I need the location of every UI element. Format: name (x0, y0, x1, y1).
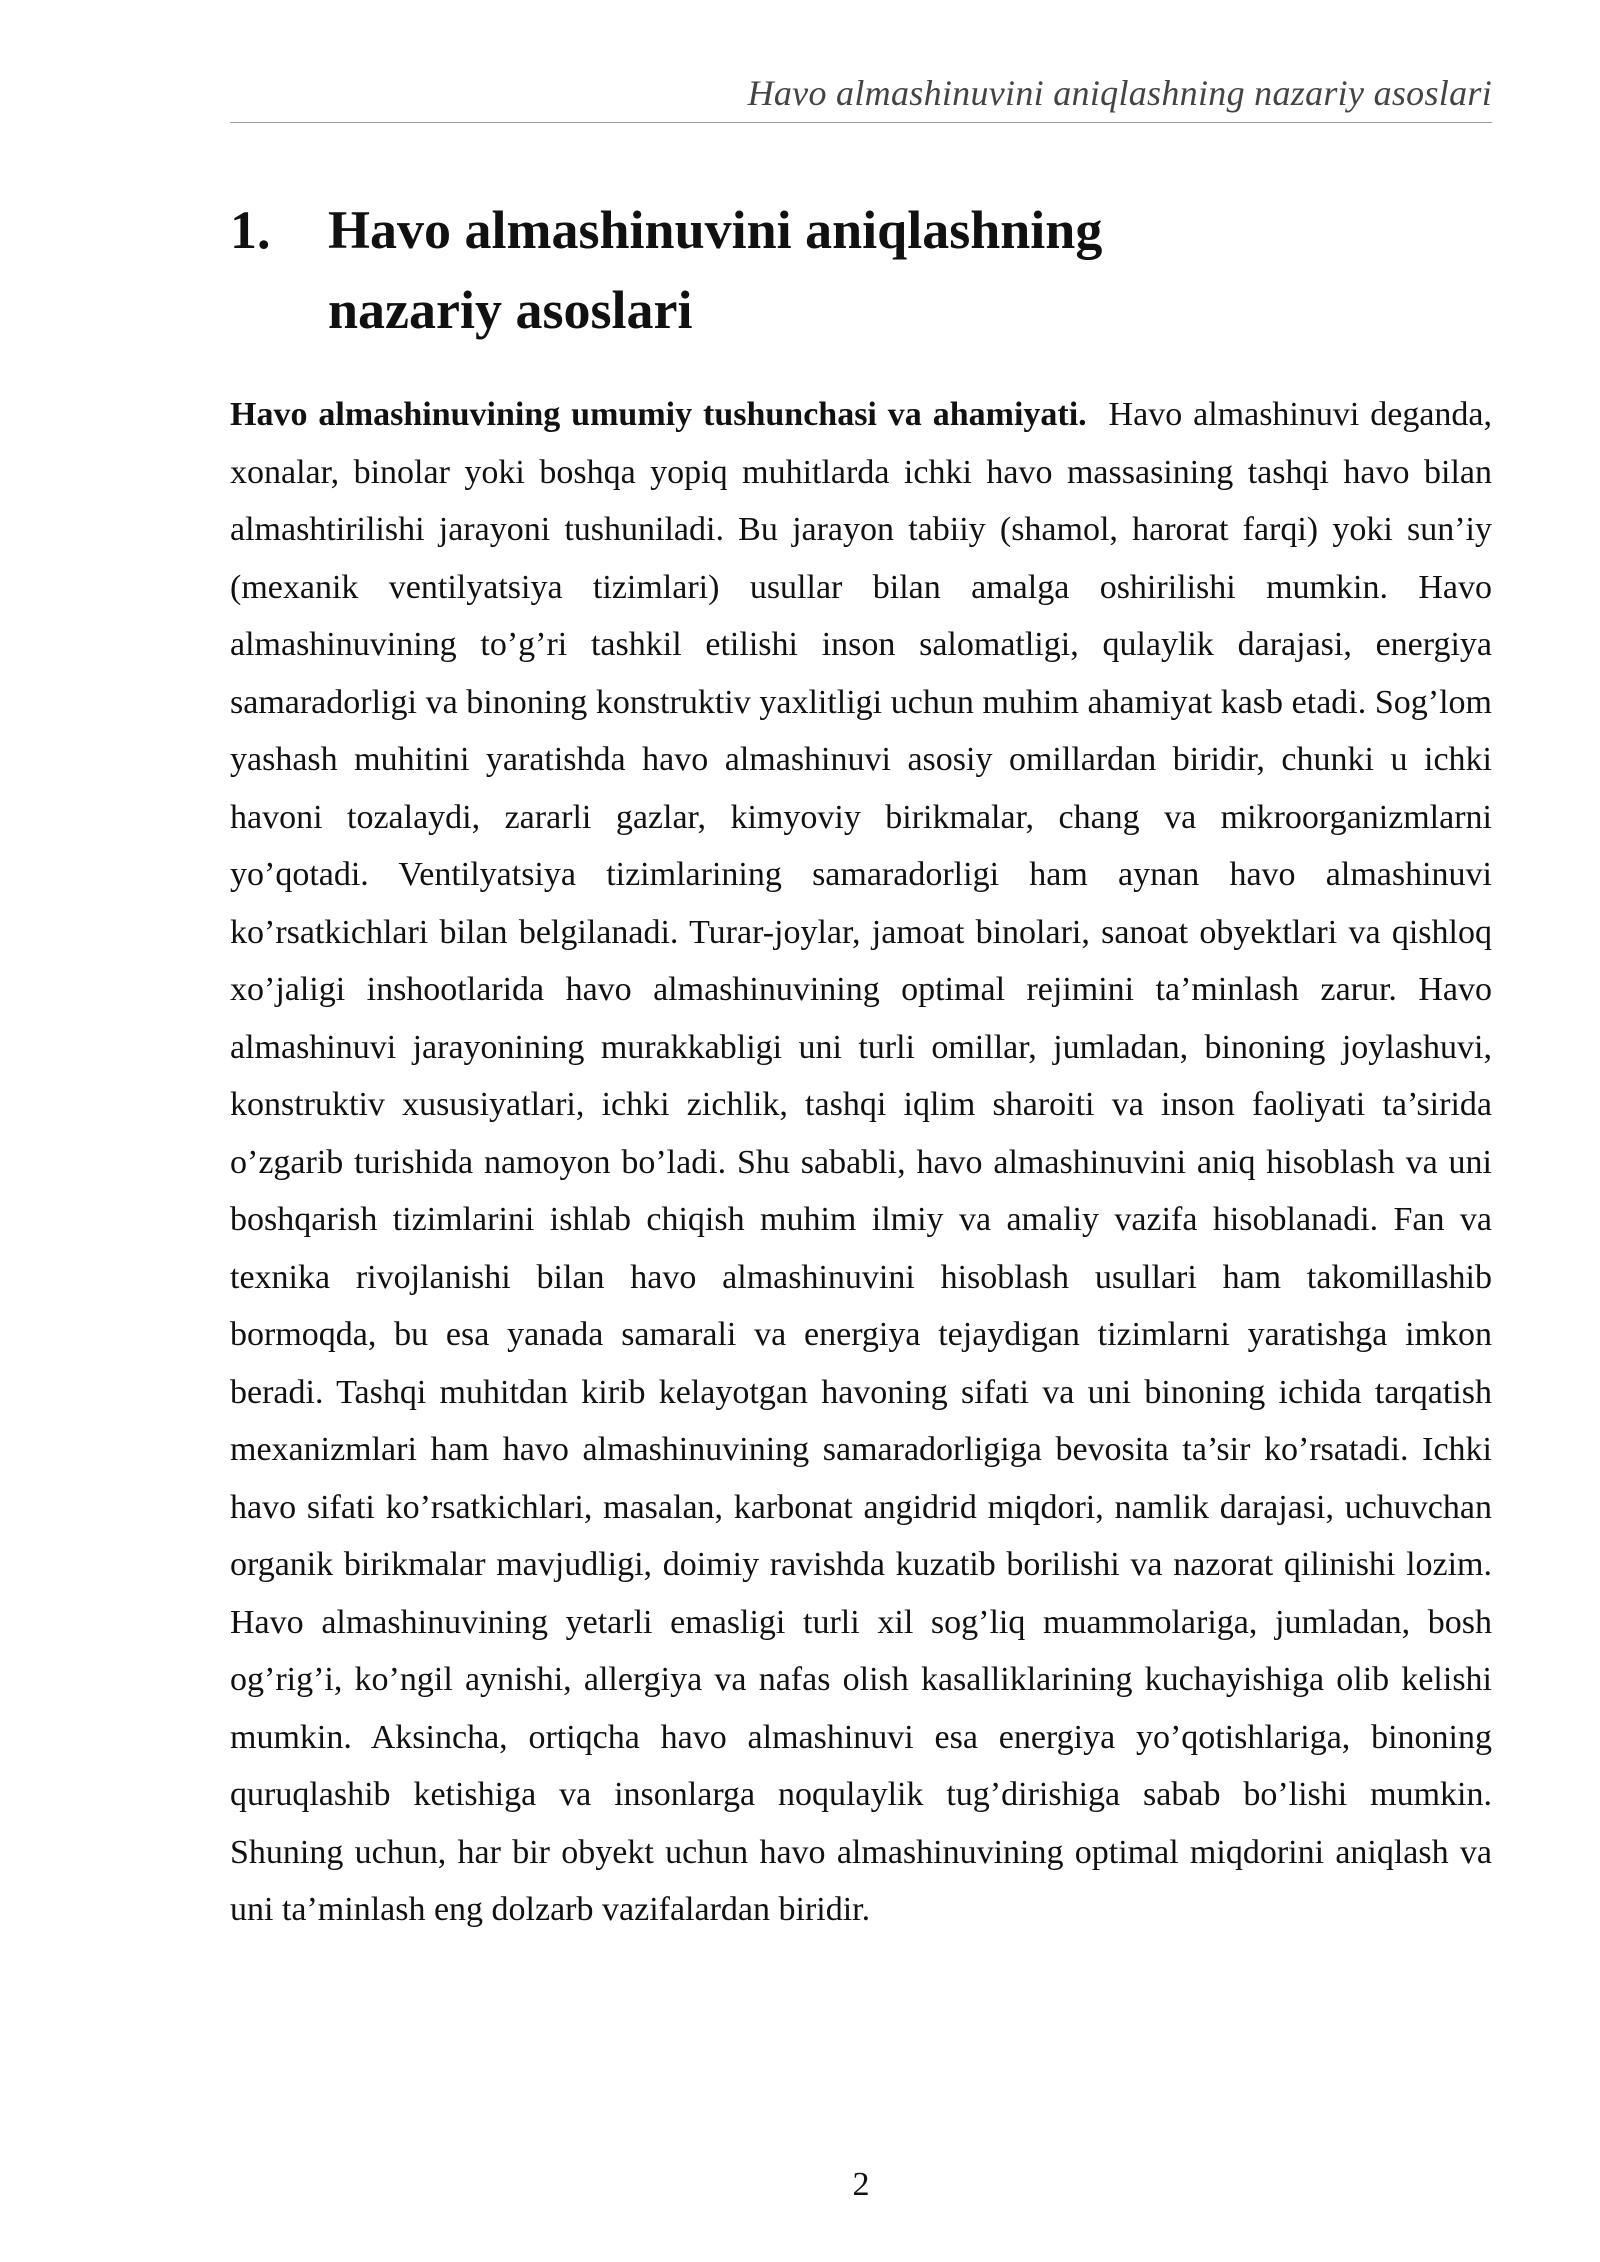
page-number: 2 (852, 2166, 870, 2203)
body-paragraph (230, 386, 1492, 1939)
chapter-heading (230, 190, 1492, 350)
header-divider (230, 122, 1492, 123)
section-lead-heading: Havo almashinuvining umumiy tushunchasi va ahamiyati. (230, 396, 1087, 433)
chapter-title: Havo almashinuvini aniqlashning nazariy asoslari (328, 200, 1103, 340)
running-header: Havo almashinuvini aniqlashning nazariy asoslari (747, 73, 1492, 113)
chapter-number: 1. (230, 200, 271, 260)
section-body-text: Havo almashinuvi deganda, xonalar, binolar yoki boshqa yopiq muhitlarda ichki havo massasining tashqi havo bilan almashtirilishi jarayoni tushuniladi. Bu jarayon tabiiy (shamol, harorat farqi) yoki sun’iy (mexanik ventilyatsiya tizimlari) usullar bilan amalga oshirilishi mumkin. Havo almashinuvining to’g’ri tashkil etilishi inson salomatligi, qulaylik darajasi, energiya samaradorligi va binoning konstruktiv yaxlitligi uchun muhim ahamiyat kasb etadi. Sog’lom yashash muhitini yaratishda havo almashinuvi asosiy omillardan biridir, chunki u ichki havoni tozalaydi, zararli gazlar, kimyoviy birikmalar, chang va mikroorganizmlarni yo’qotadi. Ventilyatsiya tizimlarining samaradorligi ham aynan havo almashinuvi ko’rsatkichlari bilan belgilanadi. Turar-joylar, jamoat binolari, sanoat obyektlari va qishloq xo’jaligi inshootlarida havo almashinuvining optimal rejimini ta’minlash zarur. Havo almashinuvi jarayonining murakkabligi uni turli omillar, jumladan, binoning joylashuvi, konstruktiv xususiyatlari, ichki zichlik, tashqi iqlim sharoiti va inson faoliyati ta’sirida o’zgarib turishida namoyon bo’ladi. Shu sababli, havo almashinuvini aniq hisoblash va uni boshqarish tizimlarini ishlab chiqish muhim ilmiy va amaliy vazifa hisoblanadi. Fan va texnika rivojlanishi bilan havo almashinuvini hisoblash usullari ham takomillashib bormoqda, bu esa yanada samarali va energiya tejaydigan tizimlarni yaratishga imkon beradi. Tashqi muhitdan kirib kelayotgan havoning sifati va uni binoning ichida tarqatish mexanizmlari ham havo almashinuvining samaradorligiga bevosita ta’sir ko’rsatadi. Ichki havo sifati ko’rsatkichlari, masalan, karbonat angidrid miqdori, namlik darajasi, uchuvchan organik birikmalar mavjudligi, doimiy ravishda kuzatib borilishi va nazorat qilinishi lozim. Havo almashinuvining yetarli emasligi turli xil sog’liq muammolariga, jumladan, bosh og’rig’i, ko’ngil aynishi, allergiya va nafas olish kasalliklarining kuchayishiga olib kelishi mumkin. Aksincha, ortiqcha havo almashinuvi esa energiya yo’qotishlariga, binoning quruqlashib ketishiga va insonlarga noqulaylik tug’dirishiga sabab bo’lishi mumkin. Shuning uchun, har bir obyekt uchun havo almashinuvining optimal miqdorini aniqlash va uni ta’minlash eng dolzarb vazifalardan biridir. (230, 396, 1493, 1928)
